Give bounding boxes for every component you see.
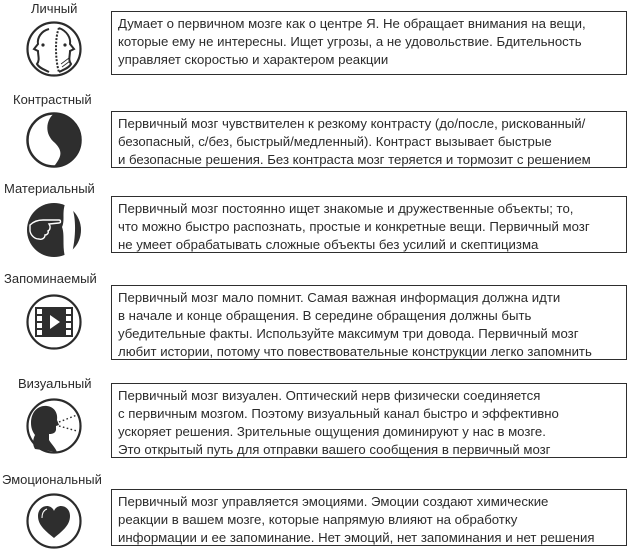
description-line: Первичный мозг визуален. Оптический нерв физически соединяется	[118, 388, 541, 403]
description-line: не умеет обрабатывать сложные объекты без усилий и скептицизма	[118, 237, 539, 252]
description-line: управляет скоростью и характером реакции	[118, 52, 389, 67]
description-line: Первичный мозг управляется эмоциями. Эмоции создают химические	[118, 494, 549, 509]
film-play-icon	[25, 293, 83, 351]
item-title: Запоминаемый	[4, 271, 97, 286]
heart-icon	[25, 492, 83, 550]
item-title: Личный	[31, 1, 78, 16]
item-description	[111, 196, 627, 253]
description-line: убедительные факты. Используйте максимум три довода. Первичный мозг	[118, 326, 579, 341]
description-line: которые ему не интересны. Ищет угрозы, а не удовольствие. Бдительность	[118, 34, 582, 49]
description-line: любит истории, потому что повествовательные конструкции легко запомнить	[118, 344, 592, 359]
item-title: Контрастный	[13, 92, 92, 107]
description-line: Это открытый путь для отправки вашего сообщения в первичный мозг	[118, 442, 551, 457]
description-line: реакции в вашем мозге, которые напрямую влияют на обработку	[118, 512, 518, 527]
item-description	[111, 11, 627, 75]
description-line: Первичный мозг чувствителен к резкому контрасту (до/после, рискованный/	[118, 116, 586, 131]
item-description	[111, 111, 627, 168]
item-description	[111, 489, 627, 546]
description-line: информации и ее запоминание. Нет эмоций, нет запоминания и нет решения	[118, 530, 595, 545]
description-line: безопасный, с/без, быстрый/медленный). Контраст вызывает быстрые	[118, 134, 552, 149]
yin-yang-contrast-icon	[25, 111, 83, 169]
description-line: с первичным мозгом. Поэтому визуальный канал быстро и эффективно	[118, 406, 559, 421]
two-faces-icon	[25, 20, 83, 78]
item-description	[111, 285, 627, 360]
description-line: ускоряет решения. Зрительные ощущения доминируют у нас в мозге.	[118, 424, 546, 439]
description-line: что можно быстро распознать, простые и конкретные вещи. Первичный мозг	[118, 219, 590, 234]
item-description	[111, 383, 627, 458]
item-title: Материальный	[4, 181, 95, 196]
description-line: Первичный мозг постоянно ищет знакомые и дружественные объекты; то,	[118, 201, 574, 216]
description-line: Думает о первичном мозге как о центре Я. Не обращает внимания на вещи,	[118, 16, 586, 31]
pointing-hand-icon	[25, 201, 83, 259]
description-line: и безопасные решения. Без контраста мозг теряется и тормозит с решением	[118, 152, 591, 167]
head-eye-sight-icon	[25, 397, 83, 455]
item-title: Эмоциональный	[2, 472, 102, 487]
item-title: Визуальный	[18, 376, 92, 391]
description-line: в начале и конце обращения. В середине обращения должны быть	[118, 308, 532, 323]
description-line: Первичный мозг мало помнит. Самая важная информация должна идти	[118, 290, 561, 305]
